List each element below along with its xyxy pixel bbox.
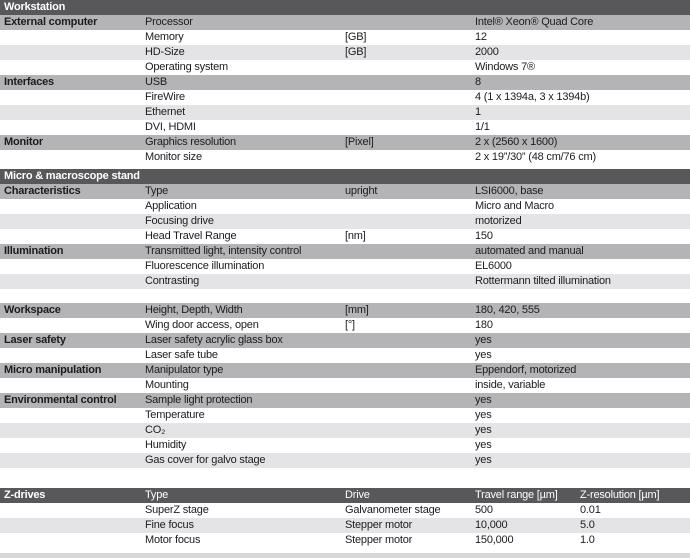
category-cell: Environmental control xyxy=(4,394,117,406)
value-cell: Micro and Macro xyxy=(475,200,554,212)
type-cell: SuperZ stage xyxy=(145,504,209,516)
parameter-cell: Manipulator type xyxy=(145,364,224,376)
parameter-cell: Fluorescence illumination xyxy=(145,260,265,272)
category-cell xyxy=(0,518,145,533)
value-cell: Eppendorf, motorized xyxy=(475,364,577,376)
table-row xyxy=(0,318,690,333)
value-cell: inside, variable xyxy=(475,379,546,391)
table-row xyxy=(0,518,690,533)
unit-cell xyxy=(345,199,475,214)
category-cell xyxy=(0,423,145,438)
category-cell: Laser safety xyxy=(4,334,66,346)
table-row xyxy=(0,105,690,120)
category-cell xyxy=(0,438,145,453)
category-cell xyxy=(0,199,145,214)
category-cell: Monitor xyxy=(4,136,43,148)
value-cell: Rottermann tilted illumination xyxy=(475,275,611,287)
category-cell xyxy=(0,214,145,229)
table-row xyxy=(0,303,690,318)
category-cell xyxy=(0,229,145,244)
category-cell xyxy=(0,120,145,135)
parameter-cell: Humidity xyxy=(145,439,187,451)
z-resolution-cell: 5.0 xyxy=(580,519,595,531)
category-cell xyxy=(0,318,145,333)
value-cell: 1/1 xyxy=(475,121,490,133)
category-cell xyxy=(0,90,145,105)
category-cell: Illumination xyxy=(4,245,64,257)
section-header-micro-macroscope-stand: Micro & macroscope stand xyxy=(0,169,690,184)
table-row xyxy=(0,378,690,393)
unit-cell xyxy=(345,438,475,453)
unit-cell xyxy=(345,244,475,259)
value-cell: yes xyxy=(475,334,492,346)
parameter-cell: Memory xyxy=(145,31,184,43)
category-cell: Micro manipulation xyxy=(4,364,102,376)
table-row xyxy=(0,333,690,348)
parameter-cell: Height, Depth, Width xyxy=(145,304,243,316)
unit-cell xyxy=(345,150,475,165)
value-cell: Windows 7® xyxy=(475,61,535,73)
parameter-cell: CO₂ xyxy=(145,424,166,436)
parameter-cell: Focusing drive xyxy=(145,215,214,227)
value-cell: 180 xyxy=(475,319,493,331)
drive-cell: Stepper motor xyxy=(345,534,413,546)
parameter-cell: Wing door access, open xyxy=(145,319,259,331)
block-divider xyxy=(0,289,690,303)
parameter-cell: HD-Size xyxy=(145,46,185,58)
parameter-cell: Ethernet xyxy=(145,106,185,118)
unit-cell: upright xyxy=(345,185,378,197)
parameter-cell: Type xyxy=(145,185,169,197)
table-row xyxy=(0,453,690,468)
category-cell xyxy=(0,105,145,120)
table-row xyxy=(0,214,690,229)
section-header-workstation: Workstation xyxy=(0,0,690,15)
parameter-cell: USB xyxy=(145,76,168,88)
travel-range-cell: 500 xyxy=(475,504,493,516)
parameter-cell: Application xyxy=(145,200,197,212)
value-cell: yes xyxy=(475,349,492,361)
unit-cell xyxy=(345,363,475,378)
category-cell xyxy=(0,453,145,468)
value-cell: 1 xyxy=(475,106,481,118)
value-cell: 4 (1 x 1394a, 3 x 1394b) xyxy=(475,91,590,103)
table-row xyxy=(0,90,690,105)
category-cell xyxy=(0,60,145,75)
table-row xyxy=(0,259,690,274)
table-row xyxy=(0,423,690,438)
unit-cell xyxy=(345,214,475,229)
drive-cell: Stepper motor xyxy=(345,519,413,531)
unit-cell xyxy=(345,423,475,438)
category-cell xyxy=(0,533,145,548)
unit-cell xyxy=(345,378,475,393)
value-cell: yes xyxy=(475,439,492,451)
unit-cell xyxy=(345,60,475,75)
unit-cell: [GB] xyxy=(345,46,367,58)
table-row xyxy=(0,533,690,548)
unit-cell: [GB] xyxy=(345,31,367,43)
parameter-cell: Laser safety acrylic glass box xyxy=(145,334,283,346)
unit-cell xyxy=(345,333,475,348)
parameter-cell: Monitor size xyxy=(145,151,202,163)
unit-cell xyxy=(345,105,475,120)
value-cell: yes xyxy=(475,409,492,421)
value-cell: 150 xyxy=(475,230,493,242)
table-row xyxy=(0,393,690,408)
category-cell xyxy=(0,30,145,45)
unit-cell: [Pixel] xyxy=(345,136,374,148)
unit-cell xyxy=(345,453,475,468)
table-row xyxy=(0,135,690,150)
value-cell: EL6000 xyxy=(475,260,512,272)
value-cell: 2 x 19”/30” (48 cm/76 cm) xyxy=(475,151,596,163)
unit-cell xyxy=(345,348,475,363)
category-cell xyxy=(0,274,145,289)
value-cell: yes xyxy=(475,454,492,466)
parameter-cell: Graphics resolution xyxy=(145,136,236,148)
table-row xyxy=(0,60,690,75)
value-cell: 12 xyxy=(475,31,487,43)
category-cell xyxy=(0,378,145,393)
parameter-cell: Contrasting xyxy=(145,275,200,287)
column-header-drive: Drive xyxy=(345,489,370,501)
unit-cell: [mm] xyxy=(345,304,369,316)
parameter-cell: Mounting xyxy=(145,379,189,391)
table-row xyxy=(0,75,690,90)
unit-cell xyxy=(345,75,475,90)
category-cell xyxy=(0,408,145,423)
category-cell: Workspace xyxy=(4,304,61,316)
unit-cell xyxy=(345,120,475,135)
value-cell: yes xyxy=(475,394,492,406)
value-cell: automated and manual xyxy=(475,245,584,257)
category-cell xyxy=(0,259,145,274)
unit-cell xyxy=(345,274,475,289)
value-cell: 2000 xyxy=(475,46,499,58)
category-cell xyxy=(0,348,145,363)
value-cell: 2 x (2560 x 1600) xyxy=(475,136,558,148)
type-cell: Fine focus xyxy=(145,519,194,531)
category-cell xyxy=(0,503,145,518)
category-cell: External computer xyxy=(4,16,98,28)
value-cell: LSI6000, base xyxy=(475,185,544,197)
type-cell: Motor focus xyxy=(145,534,201,546)
column-header-travel-range: Travel range [µm] xyxy=(475,489,558,501)
section-divider xyxy=(0,468,690,488)
unit-cell xyxy=(345,393,475,408)
value-cell: Intel® Xeon® Quad Core xyxy=(475,16,594,28)
value-cell: yes xyxy=(475,424,492,436)
parameter-cell: Sample light protection xyxy=(145,394,253,406)
parameter-cell: Transmitted light, intensity control xyxy=(145,245,302,257)
z-resolution-cell: 0.01 xyxy=(580,504,601,516)
table-row xyxy=(0,438,690,453)
parameter-cell: Laser safe tube xyxy=(145,349,218,361)
drive-cell: Galvanometer stage xyxy=(345,504,441,516)
category-cell xyxy=(0,150,145,165)
unit-cell xyxy=(345,259,475,274)
column-header-z-resolution: Z-resolution [µm] xyxy=(580,489,660,501)
parameter-cell: Operating system xyxy=(145,61,229,73)
parameter-cell: FireWire xyxy=(145,91,185,103)
unit-cell xyxy=(345,408,475,423)
table-row xyxy=(0,348,690,363)
value-cell: motorized xyxy=(475,215,522,227)
unit-cell xyxy=(345,15,475,30)
section-title: Z-drives xyxy=(4,489,46,501)
unit-cell xyxy=(345,90,475,105)
value-cell: 180, 420, 555 xyxy=(475,304,540,316)
table-row xyxy=(0,150,690,165)
table-row xyxy=(0,184,690,199)
table-row xyxy=(0,229,690,244)
table-row xyxy=(0,30,690,45)
column-header-type: Type xyxy=(145,489,169,501)
travel-range-cell: 150,000 xyxy=(475,534,514,546)
table-row xyxy=(0,408,690,423)
table-row xyxy=(0,15,690,30)
travel-range-cell: 10,000 xyxy=(475,519,508,531)
table-row xyxy=(0,45,690,60)
table-row xyxy=(0,199,690,214)
unit-cell: [°] xyxy=(345,319,355,331)
value-cell: 8 xyxy=(475,76,481,88)
table-row xyxy=(0,363,690,378)
parameter-cell: Head Travel Range xyxy=(145,230,237,242)
table-row xyxy=(0,274,690,289)
parameter-cell: Temperature xyxy=(145,409,205,421)
z-resolution-cell: 1.0 xyxy=(580,534,595,546)
unit-cell: [nm] xyxy=(345,230,366,242)
parameter-cell: Processor xyxy=(145,16,193,28)
category-cell: Interfaces xyxy=(4,76,54,88)
category-cell xyxy=(0,45,145,60)
table-row xyxy=(0,120,690,135)
section-header-z-drives xyxy=(0,488,690,503)
table-row xyxy=(0,503,690,518)
bottom-strip xyxy=(0,553,690,558)
parameter-cell: Gas cover for galvo stage xyxy=(145,454,266,466)
category-cell: Characteristics xyxy=(4,185,81,197)
parameter-cell: DVI, HDMI xyxy=(145,121,196,133)
table-row xyxy=(0,244,690,259)
